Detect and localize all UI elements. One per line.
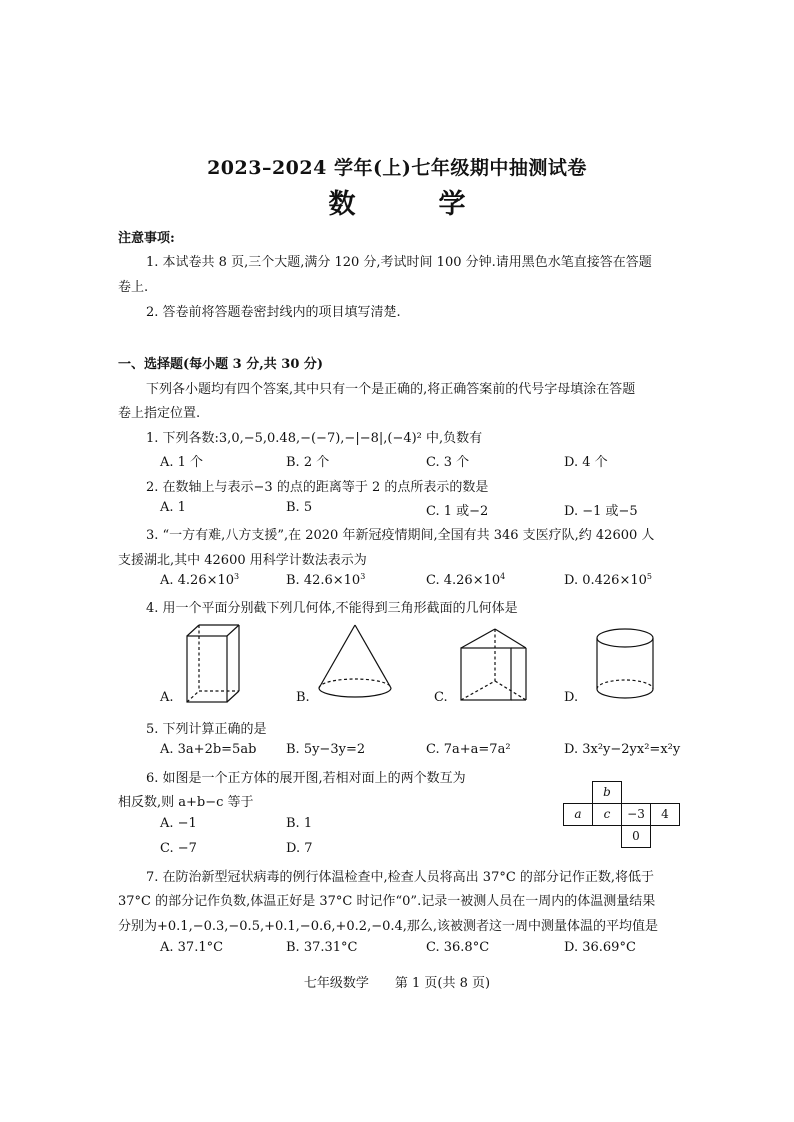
q3-option-d: D. $0.426\times 10^5$ [564,572,652,588]
q3-option-c: C. $4.26\times 10^4$ [426,572,506,588]
q5-option-c: C. 7a+a=7a² [426,742,511,757]
q2-stem: 2. 在数轴上与表示−3 的点的距离等于 2 的点所表示的数是 [146,480,489,495]
notes-heading: 注意事项: [118,231,175,246]
q7-option-c: C. 36.8°C [426,940,490,955]
page-footer: 七年级数学 第 1 页(共 8 页) [303,976,491,991]
q4-stem: 4. 用一个平面分别截下列几何体,不能得到三角形截面的几何体是 [146,601,518,616]
cuboid-figure [184,622,242,706]
q5-option-d: D. 3x²y−2yx²=x²y [564,742,681,757]
q1-option-c: C. 3 个 [426,455,470,470]
net-cell-minus3: −3 [621,803,651,826]
q6-option-c: C. −7 [160,841,197,856]
q2-option-c: C. 1 或−2 [426,504,489,519]
cylinder-figure [594,626,656,704]
q3-stem-cont: 支援湖北,其中 42600 用科学计数法表示为 [118,553,367,568]
q6-option-d: D. 7 [286,841,313,856]
q3-option-b: B. $42.6\times 10^3$ [286,572,366,588]
cone-figure [316,622,394,702]
notes-item-1-cont: 卷上. [118,280,149,295]
q7-stem: 7. 在防治新型冠状病毒的例行体温检查中,检查人员将高出 37°C 的部分记作正数,将低于 [146,870,655,885]
q3-stem: 3. “一方有难,八方支援”,在 2020 年新冠疫情期间,全国有共 346 支医疗队,约 42600 人 [146,528,655,543]
q1-option-b: B. 2 个 [286,455,330,470]
net-cell-4: 4 [650,803,680,826]
q7-option-d: D. 36.69°C [564,940,636,955]
q6-option-a: A. −1 [160,816,197,831]
q5-option-a: A. 3a+2b=5ab [160,742,257,757]
q1-stem: 1. 下列各数:3,0,−5,0.48,−(−7),−|−8|,(−4)² 中,负数有 [146,431,483,446]
section-heading: 一、选择题(每小题 3 分,共 30 分) [118,357,324,372]
q3-option-a: A. $4.26\times 10^3$ [160,572,240,588]
q6-stem: 6. 如图是一个正方体的展开图,若相对面上的两个数互为 [146,771,466,786]
q4-option-b: B. [296,690,310,705]
q7-stem-cont-2: 分别为+0.1,−0.3,−0.5,+0.1,−0.6,+0.2,−0.4,那么,该被测者这一周中测量体温的平均值是 [118,919,659,934]
q6-option-b: B. 1 [286,816,313,831]
q1-option-d: D. 4 个 [564,455,608,470]
q2-option-a: A. 1 [160,500,186,515]
net-cell-a: a [563,803,593,826]
exam-title: 2023–2024 学年(上)七年级期中抽测试卷 [207,157,587,179]
q7-stem-cont-1: 37°C 的部分记作负数,体温正好是 37°C 时记作“0”.记录一被测人员在一周内的体温测量结果 [118,894,656,909]
net-cell-c: c [592,803,622,826]
q5-stem: 5. 下列计算正确的是 [146,722,267,737]
notes-item-2: 2. 答卷前将答题卷密封线内的项目填写清楚. [146,305,401,320]
q1-option-a: A. 1 个 [160,455,204,470]
q2-option-b: B. 5 [286,500,313,515]
q4-option-c: C. [434,690,448,705]
net-cell-0: 0 [621,825,651,848]
subject-title: 数 学 [328,189,494,220]
notes-item-1: 1. 本试卷共 8 页,三个大题,满分 120 分,考试时间 100 分钟.请用黑色水笔直接答在答题 [146,255,652,270]
triangular-prism-figure [458,626,530,704]
q6-stem-cont: 相反数,则 a+b−c 等于 [118,795,254,810]
q4-option-d: D. [564,690,579,705]
q2-option-d: D. −1 或−5 [564,504,638,519]
net-cell-b: b [592,781,622,804]
section-intro-cont: 卷上指定位置. [118,406,201,421]
q5-option-b: B. 5y−3y=2 [286,742,366,757]
q7-option-b: B. 37.31°C [286,940,358,955]
q4-option-a: A. [160,690,174,705]
section-intro: 下列各小题均有四个答案,其中只有一个是正确的,将正确答案前的代号字母填涂在答题 [146,382,636,397]
q7-option-a: A. 37.1°C [160,940,224,955]
